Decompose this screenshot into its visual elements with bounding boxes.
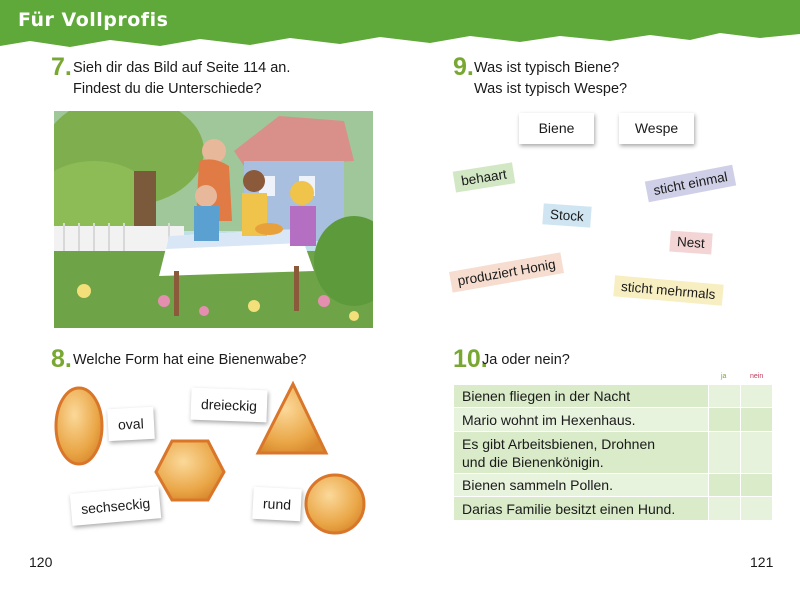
- table-row: [454, 474, 773, 496]
- tag-nest[interactable]: Nest: [669, 231, 712, 255]
- triangle-shape: [258, 384, 326, 453]
- tag-produziert-honig[interactable]: produziert Honig: [449, 252, 564, 292]
- answer-ja-cell[interactable]: [708, 408, 740, 431]
- tag-sticht-einmal[interactable]: sticht einmal: [645, 165, 736, 203]
- row-statement: Bienen fliegen in der Nacht: [454, 385, 708, 407]
- tag-stock[interactable]: Stock: [542, 203, 591, 227]
- row-statement: Bienen sammeln Pollen.: [454, 474, 708, 496]
- row-statement: Mario wohnt im Hexenhaus.: [454, 408, 708, 431]
- answer-nein-cell[interactable]: [740, 408, 772, 431]
- row-statement: Darias Familie besitzt einen Hund.: [454, 497, 708, 520]
- question-9-line2: Was ist typisch Wespe?: [474, 81, 628, 97]
- banner-title: Für Vollprofis: [18, 9, 169, 31]
- question-7-text: [73, 58, 290, 100]
- page-number-right: 121: [750, 554, 774, 570]
- answer-nein-cell[interactable]: [740, 385, 772, 407]
- word-card-rund[interactable]: rund: [252, 487, 302, 521]
- table-row: [454, 432, 773, 473]
- question-number-7: 7.: [51, 53, 72, 81]
- answer-ja-cell[interactable]: [708, 385, 740, 407]
- answer-ja-cell[interactable]: [708, 432, 740, 473]
- answer-ja-cell[interactable]: [708, 474, 740, 496]
- question-8-text: Welche Form hat eine Bienenwabe?: [73, 352, 307, 368]
- row-statement: [454, 432, 708, 473]
- question-number-10: 10.: [453, 345, 488, 373]
- answer-nein-cell[interactable]: [740, 432, 772, 473]
- family-garden-illustration: [54, 111, 373, 328]
- circle-shape: [306, 475, 364, 533]
- question-number-9: 9.: [453, 53, 474, 81]
- row-statement-line1: Es gibt Arbeitsbienen, Drohnen: [462, 435, 656, 452]
- column-header-nein: nein: [750, 373, 764, 380]
- answer-nein-cell[interactable]: [740, 474, 772, 496]
- category-card-biene[interactable]: Biene: [519, 113, 594, 144]
- tag-behaart[interactable]: behaart: [453, 162, 515, 192]
- question-7-line1: Sieh dir das Bild auf Seite 114 an.: [73, 60, 291, 76]
- word-card-oval[interactable]: oval: [107, 407, 154, 441]
- category-card-wespe[interactable]: Wespe: [619, 113, 694, 144]
- table-row: [454, 408, 773, 431]
- hexagon-shape: [156, 441, 224, 500]
- page-number-left: 120: [29, 554, 53, 570]
- question-9-text: [474, 58, 627, 100]
- question-7-line2: Findest du die Unterschiede?: [73, 81, 262, 97]
- question-number-8: 8.: [51, 345, 72, 373]
- column-header-ja: ja: [721, 373, 727, 380]
- word-card-sechseckig[interactable]: sechseckig: [70, 486, 162, 526]
- table-row: [454, 497, 773, 520]
- oval-shape: [56, 388, 102, 464]
- question-9-line1: Was ist typisch Biene?: [474, 60, 620, 76]
- row-statement-line2: und die Bienenkönigin.: [462, 453, 604, 470]
- question-10-text: Ja oder nein?: [482, 352, 570, 368]
- word-card-dreieckig[interactable]: dreieckig: [190, 388, 267, 423]
- answer-nein-cell[interactable]: [740, 497, 772, 520]
- answer-ja-cell[interactable]: [708, 497, 740, 520]
- table-row: [454, 385, 773, 407]
- tag-sticht-mehrmals[interactable]: sticht mehrmals: [613, 275, 723, 305]
